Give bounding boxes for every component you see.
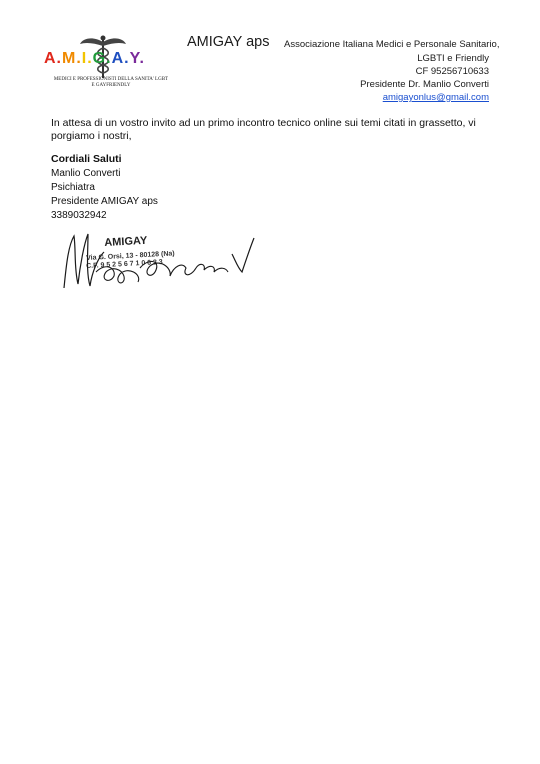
logo-letter: A. bbox=[44, 50, 62, 67]
stamp-address: Via G. Orsi, 13 - 80128 (Na) bbox=[86, 250, 175, 262]
stamp-title: AMIGAY bbox=[104, 234, 148, 249]
signer-position: Presidente AMIGAY aps bbox=[51, 196, 158, 207]
stamp-cf: C.F. 9 5 2 5 6 7 1 0 6 3 3 bbox=[86, 258, 163, 270]
header-line: Presidente Dr. Manlio Converti bbox=[360, 79, 489, 90]
closing-text: Cordiali Saluti bbox=[51, 153, 122, 165]
header-line: CF 95256710633 bbox=[415, 66, 489, 77]
org-description: Associazione Italiana Medici e Personale Sanitario, bbox=[284, 39, 500, 50]
logo-letter: M. bbox=[62, 50, 82, 67]
signer-phone: 3389032942 bbox=[51, 210, 107, 221]
logo-letter: G. bbox=[92, 50, 112, 67]
intro-paragraph: In attesa di un vostro invito ad un primo incontro tecnico online sui temi citati in grassetto, vi porgiamo i nostri, bbox=[51, 117, 476, 142]
logo-letter: I. bbox=[81, 50, 93, 67]
email-link[interactable]: amigayonlus@gmail.com bbox=[382, 92, 489, 103]
amigay-logo bbox=[38, 34, 168, 94]
logo-letter: Y. bbox=[129, 50, 145, 67]
signer-name: Manlio Converti bbox=[51, 168, 121, 179]
org-name: AMIGAY aps bbox=[187, 34, 270, 50]
handwritten-signature bbox=[56, 228, 266, 294]
logo-subtitle: MEDICI E PROFESSIONISTI DELLA SANITA' LGBT E GAYFRIENDLY bbox=[53, 77, 169, 88]
logo-letter: A. bbox=[111, 50, 130, 67]
signer-role: Psichiatra bbox=[51, 182, 95, 193]
logo-wordmark bbox=[44, 50, 145, 68]
header-line: LGBTI e Friendly bbox=[417, 53, 489, 64]
